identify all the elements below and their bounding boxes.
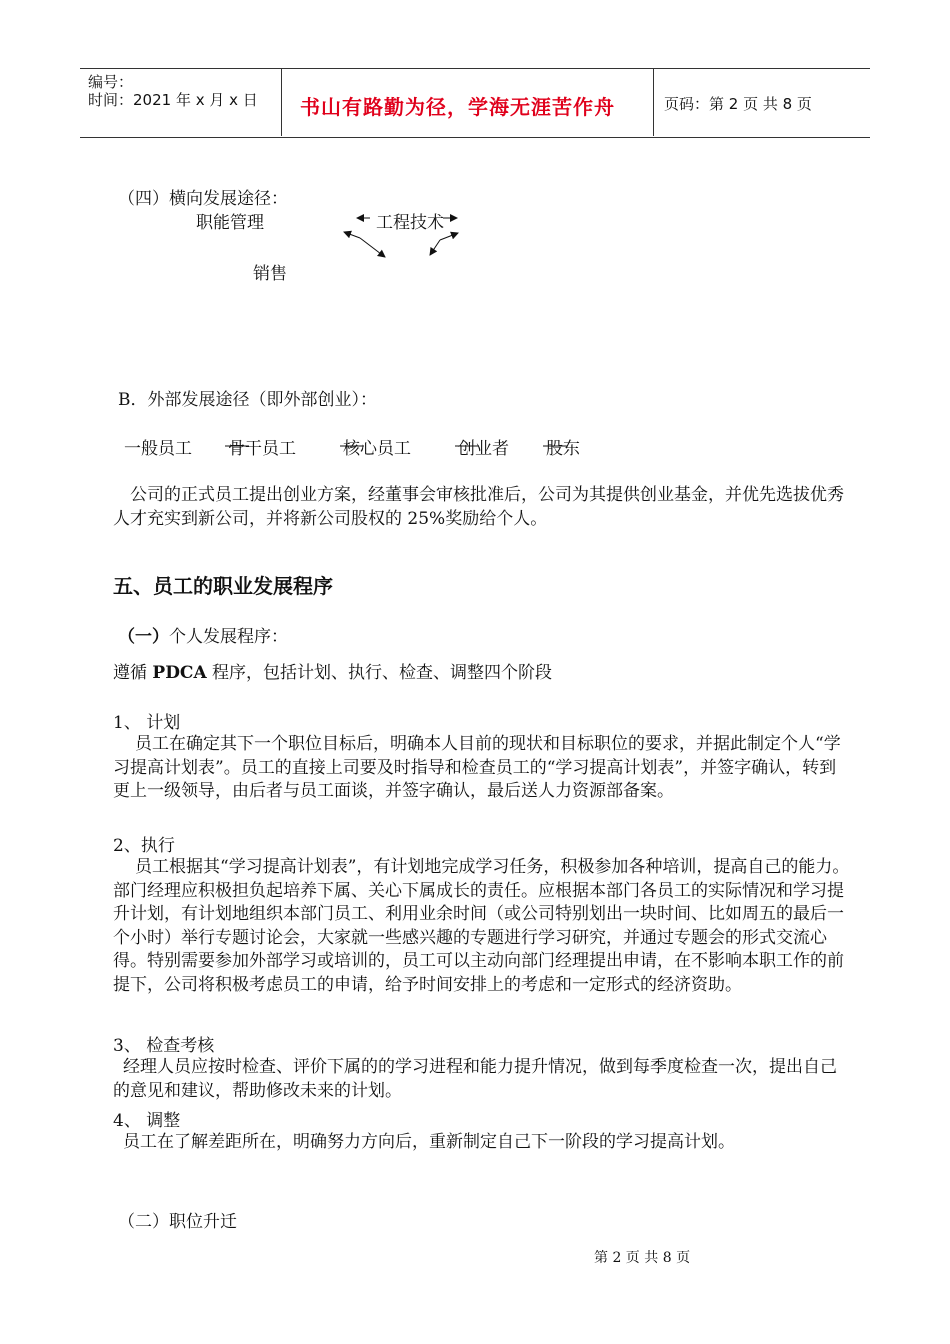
doc-time-label: 时间：2021 年 x 月 x 日 (88, 91, 258, 109)
step-text: 员工在了解差距所在，明确努力方向后，重新制定自己下一阶段的学习提高计划。 (123, 1132, 735, 1152)
header-divider (281, 68, 282, 136)
chain-step: 核心员工 (343, 439, 411, 459)
external-heading: B．外部发展途径（即外部创业）： (118, 390, 377, 410)
subsection-heading: （二）职位升迁 (118, 1212, 237, 1232)
step-text: 员工根据其“学习提高计划表”，有计划地完成学习任务，积极参加各种培训，提高自己的能力。部门经理应积极担负起培养下属、关心下属成长的责任。应根据本部门各员工的实际情况和学习提升计划，有计划地组织本部门员工、利用业余时间（或公司特别划出一块时间、比如周五的最后一个小时）举行专题讨论会，大家就一些感兴趣的专题进行学习研究，并通过专题会的形式交流心得。特别需要参加外部学习或培训的，员工可以主动向部门经理提出申请，在不影响本职工作的前提下，公司将积极考虑员工的申请，给予时间安排上的考虑和一定形式的经济资助。 (113, 857, 850, 995)
step-title: 4、 调整 (113, 1111, 181, 1131)
arrow-sales-to-eng-b (440, 233, 458, 240)
header-page-label: 页码：第 2 页 共 8 页 (664, 95, 812, 113)
doc-number-label: 编号： (88, 73, 134, 91)
chain-step: 股东 (546, 439, 580, 459)
pdca-suffix: 程序，包括计划、执行、检查、调整四个阶段 (206, 663, 553, 683)
step-title: 2、执行 (113, 836, 175, 856)
node-sales: 销售 (253, 264, 287, 284)
step-text: 员工在确定其下一个职位目标后，明确本人目前的现状和目标职位的要求，并据此制定个人“学习提高计划表”。员工的直接上司要及时指导和检查员工的“学习提高计划表”，并签字确认，转到更上一级领导，由后者与员工面谈，并签字确认，最后送人力资源部备案。 (113, 734, 841, 801)
chain-step: 创业者 (458, 439, 509, 459)
external-paragraph: 公司的正式员工提出创业方案，经董事会审核批准后，公司为其提供创业基金，并优先选拔优秀人才充实到新公司，并将新公司股权的 25%奖励给个人。 (113, 485, 844, 529)
chain-arrows (225, 438, 585, 454)
chain-step: 一般员工 (124, 439, 192, 459)
lateral-heading: （四）横向发展途径： (118, 189, 288, 209)
arrow-sales-to-eng-a (430, 240, 440, 255)
arrow-sales-to-mgmt-a (344, 232, 360, 238)
pdca-prefix: 遵循 (113, 663, 153, 683)
header-divider (653, 68, 654, 136)
subsection-text: 个人发展程序： (169, 627, 288, 647)
pdca-line (113, 658, 552, 683)
subsection-heading (118, 622, 288, 647)
lateral-arrows-diagram (330, 205, 470, 265)
page-footer: 第 2 页 共 8 页 (594, 1250, 691, 1266)
chain-step: 骨干员工 (228, 439, 296, 459)
pdca-term: PDCA (152, 663, 207, 683)
node-functional-management: 职能管理 (196, 213, 264, 233)
step-text: 经理人员应按时检查、评价下属的的学习进程和能力提升情况，做到每季度检查一次，提出自己的意见和建议，帮助修改未来的计划。 (113, 1057, 837, 1101)
section-title: 五、员工的职业发展程序 (113, 574, 333, 598)
header-motto: 书山有路勤为径，学海无涯苦作舟 (300, 95, 615, 119)
step-title: 3、 检查考核 (113, 1036, 215, 1056)
subsection-number: （一） (118, 627, 169, 647)
arrow-sales-to-mgmt-b (360, 238, 385, 257)
step-title: 1、 计划 (113, 713, 181, 733)
node-engineering: 工程技术 (376, 213, 444, 233)
